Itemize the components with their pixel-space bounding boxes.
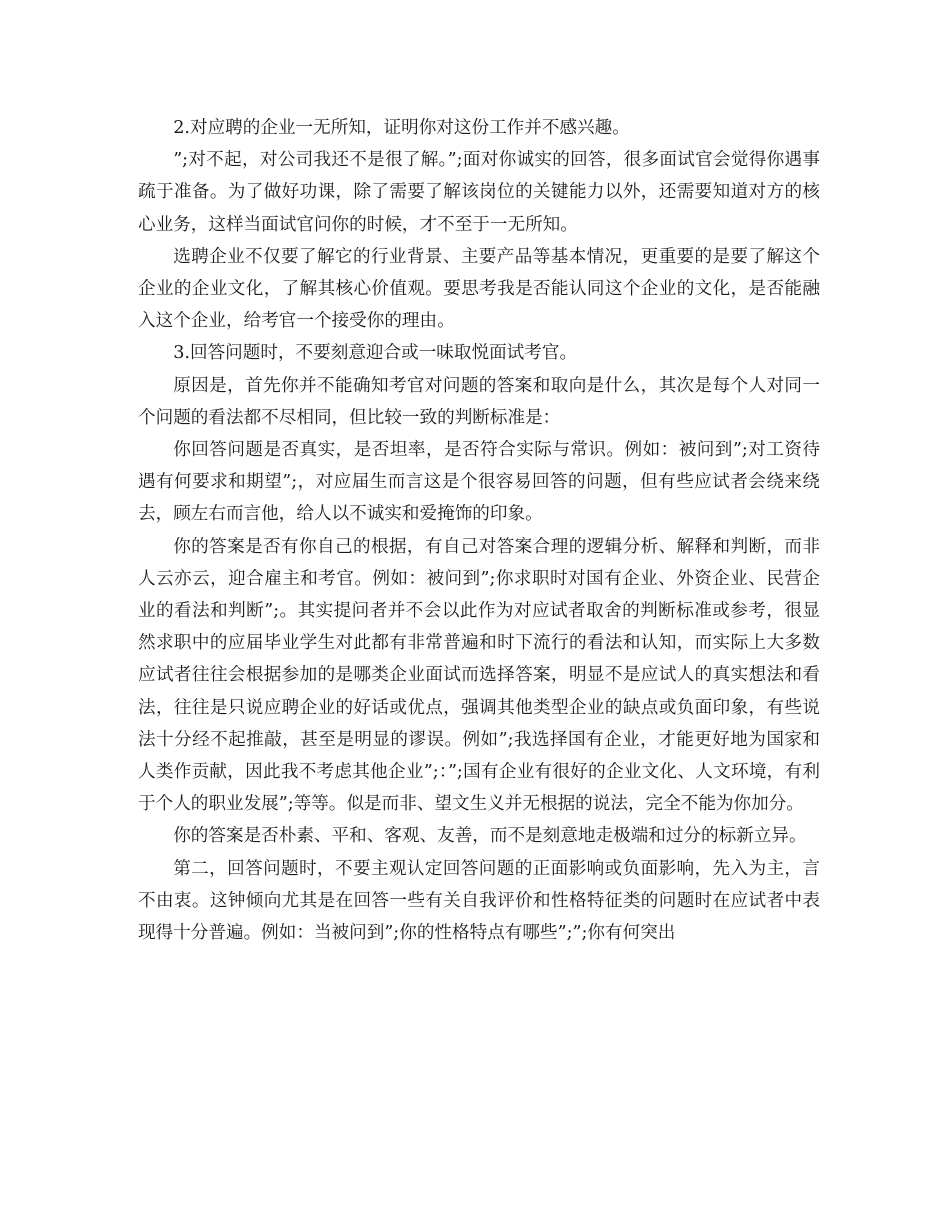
- paragraph-second-point: 第二，回答问题时，不要主观认定回答问题的正面影响或负面影响，先入为主，言不由衷。这钟倾向尤其是在回答一些有关自我评价和性格特征类的问题时在应试者中表现得十分普遍。例如：当被问到”;你的性格特点有哪些”;”;你有何突出: [138, 858, 820, 944]
- paragraph-honest-answer: ”;对不起，对公司我还不是很了解。”;面对你诚实的回答，很多面试官会觉得你遇事疏于准备。为了做好功课，除了需要了解该岗位的关键能力以外，还需要知道对方的核心业务，这样当面试官问你的时候，才不至于一无所知。: [138, 150, 820, 235]
- paragraph-reason: 原因是，首先你并不能确知考官对问题的答案和取向是什么，其次是每个人对同一个问题的看法都不尽相同，但比较一致的判断标准是：: [138, 375, 820, 428]
- paragraph-own-basis: 你的答案是否有你自己的根据，有自己对答案合理的逻辑分析、解释和判断，而非人云亦云，迎合雇主和考官。例如：被问到”;你求职时对国有企业、外资企业、民营企业的看法和判断”;。其实提问者并不会以此作为对应试者取舍的判断标准或参考，很显然求职中的应届毕业学生对此都有非常普遍和时下流行的看法和认知，而实际上大多数应试者往往会根据参加的是哪类企业面试而选择答案，明显不是应试人的真实想法和看法，往往是只说应聘企业的好话或优点，强调其他类型企业的缺点或负面印象，有些说法十分经不起推敲，甚至是明显的谬误。例如”;我选择国有企业，才能更好地为国家和人类作贡献，因此我不考虑其他企业”;：”;国有企业有很好的企业文化、人文环境，有利于个人的职业发展”;等等。似是而非、望文生义并无根据的说法，完全不能为你加分。: [138, 536, 820, 815]
- paragraph-company-culture: 选聘企业不仅要了解它的行业背景、主要产品等基本情况，更重要的是要了解这个企业的企业文化，了解其核心价值观。要思考我是否能认同这个企业的文化，是否能融入这个企业，给考官一个接受你的理由。: [138, 246, 820, 332]
- paragraph-item-3-heading: 3.回答问题时，不要刻意迎合或一味取悦面试考官。: [173, 343, 578, 364]
- paragraph-plain-answer: 你的答案是否朴素、平和、客观、友善，而不是刻意地走极端和过分的标新立异。: [173, 826, 807, 847]
- paragraph-truthfulness: 你回答问题是否真实，是否坦率，是否符合实际与常识。例如：被问到”;对工资待遇有何要求和期望”;，对应届生而言这是个很容易回答的问题，但有些应试者会绕来绕去，顾左右而言他，给人以不诚实和爱掩饰的印象。: [138, 440, 820, 525]
- paragraph-item-2-heading: 2.对应聘的企业一无所知，证明你对这份工作并不感兴趣。: [173, 118, 630, 138]
